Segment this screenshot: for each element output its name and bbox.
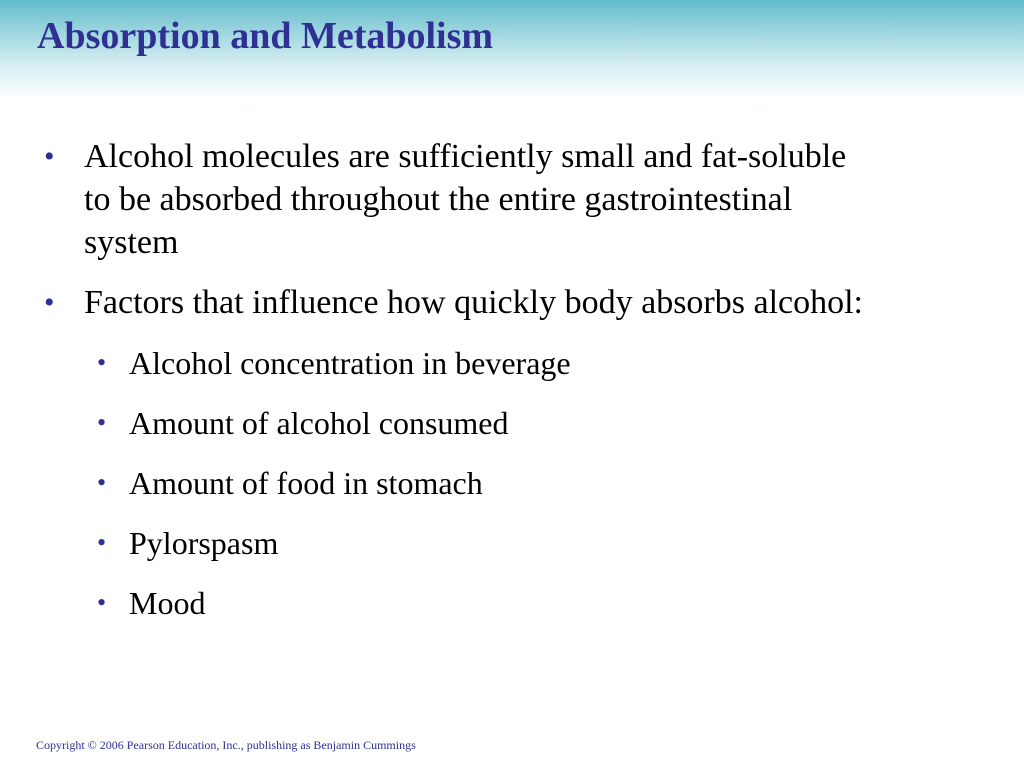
bullet-dot-icon: • [44, 286, 55, 319]
bullet-dot-icon: • [97, 528, 107, 557]
bullet-dot-icon: • [97, 468, 107, 497]
bullet-dot-icon: • [44, 140, 55, 173]
bullet-line: system [84, 224, 179, 261]
bullet-line: to be absorbed throughout the entire gastrointestinal [84, 181, 793, 218]
sub-bullet-text: Amount of alcohol consumed [129, 405, 509, 441]
bullet-dot-icon: • [97, 348, 107, 377]
sub-bullet-text: Mood [129, 585, 206, 621]
bullet-text [84, 135, 846, 264]
sub-bullet-text: Amount of food in stomach [129, 465, 483, 501]
bullet-dot-icon: • [97, 588, 107, 617]
slide-title: Absorption and Metabolism [37, 15, 494, 57]
sub-bullet-text: Alcohol concentration in beverage [129, 345, 571, 381]
bullet-line: Alcohol molecules are sufficiently small and fat-soluble [84, 138, 847, 175]
bullet-dot-icon: • [97, 408, 107, 437]
sub-bullet-text: Pylorspasm [129, 525, 279, 561]
copyright-footer: Copyright © 2006 Pearson Education, Inc., publishing as Benjamin Cummings [36, 738, 416, 752]
bullet-text: Factors that influence how quickly body absorbs alcohol: [84, 284, 863, 321]
